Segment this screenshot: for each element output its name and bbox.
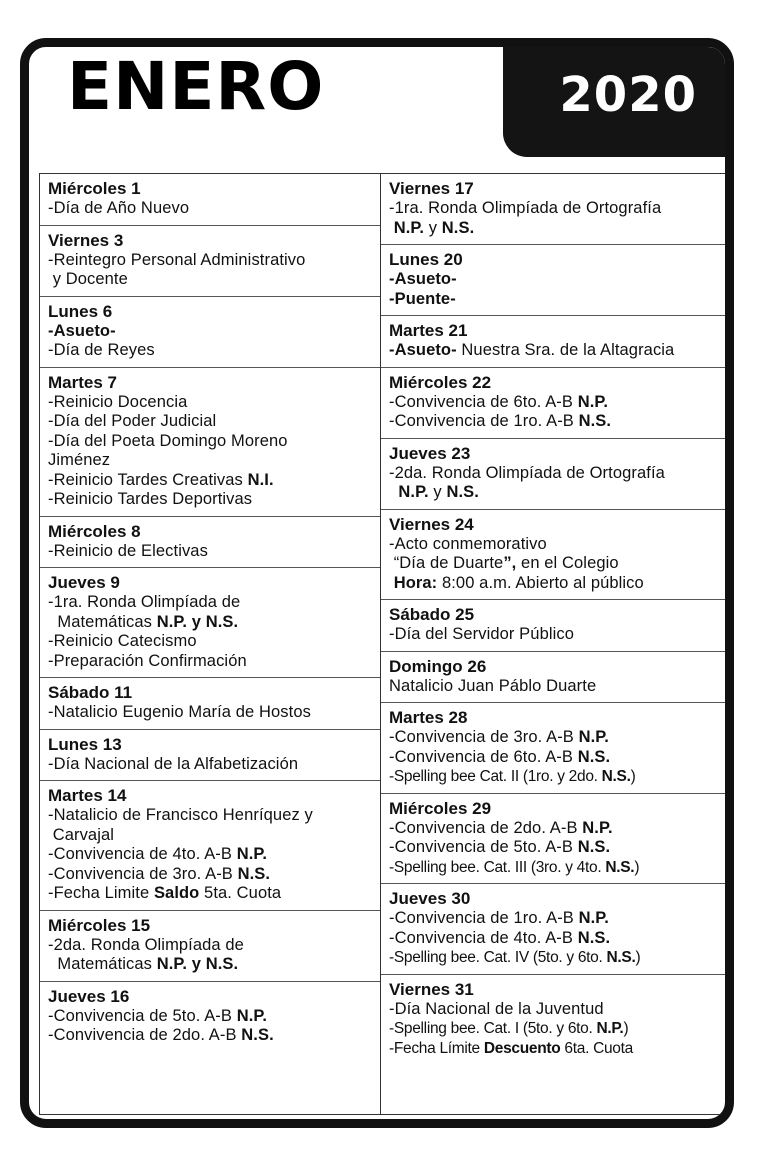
event-line — [48, 1007, 372, 1027]
event-text: ) — [630, 768, 636, 785]
entry-date: Domingo 26 — [389, 656, 487, 676]
year-label: 2020 — [559, 67, 697, 123]
event-text: -Día de Año Nuevo — [48, 199, 190, 217]
event-text: -Reinicio Docencia — [48, 392, 188, 411]
event-line — [48, 542, 372, 562]
event-text: -Convivencia de 3ro. A-B — [48, 864, 238, 883]
right-column — [381, 174, 726, 1114]
entry-date: Sábado 25 — [389, 605, 475, 624]
event-text-bold: N.P. — [578, 728, 609, 746]
event-text: -Convivencia de 1ro. A-B — [389, 909, 579, 927]
event-text: -Convivencia de 6to. A-B — [389, 392, 578, 411]
event-line — [48, 884, 372, 904]
event-text-bold: N.I. — [247, 470, 274, 489]
entry-date: Martes 28 — [389, 708, 468, 727]
calendar-entry — [381, 975, 726, 1115]
calendar-entry — [381, 316, 726, 368]
event-line — [48, 613, 372, 633]
calendar-entry — [381, 245, 726, 316]
event-text: -Convivencia de 6to. A-B — [389, 747, 578, 766]
event-line — [389, 625, 718, 645]
event-line — [48, 432, 372, 452]
events-grid — [39, 173, 727, 1115]
calendar-entry — [381, 368, 726, 439]
calendar-entry — [40, 226, 380, 297]
event-line — [48, 251, 372, 271]
event-text-bold: N.P. — [236, 1006, 268, 1025]
entry-date: Miércoles 1 — [48, 179, 141, 198]
calendar-entry — [40, 730, 380, 782]
event-text — [389, 483, 398, 501]
entry-date: Martes 21 — [389, 321, 468, 340]
event-line — [389, 1039, 718, 1059]
event-text-bold: N.S. — [577, 747, 611, 766]
calendar-entry — [40, 911, 380, 982]
calendar-entry — [381, 884, 726, 975]
event-text-bold: -Asueto- — [389, 270, 457, 288]
event-text: ) — [634, 858, 640, 876]
event-text-bold: N.P. — [577, 392, 609, 411]
event-text: -1ra. Ronda Olimpíada de Ortografía — [389, 199, 662, 217]
event-line — [389, 554, 718, 574]
event-line — [48, 341, 372, 361]
entry-date: Miércoles 22 — [389, 372, 492, 392]
calendar-entry — [40, 297, 380, 368]
month-title: ENERO — [67, 48, 325, 125]
calendar-entry — [40, 517, 380, 569]
event-text: -Acto conmemorativo — [389, 534, 547, 553]
entry-date: Miércoles 29 — [389, 798, 492, 818]
event-text: -Fecha Límite — [389, 1039, 484, 1057]
event-line — [48, 865, 372, 885]
event-text: Matemáticas — [48, 955, 157, 973]
event-line — [389, 929, 718, 949]
calendar-entry — [40, 368, 380, 517]
event-line — [48, 471, 372, 491]
event-text: -Reintegro Personal Administrativo — [48, 250, 306, 269]
event-text: -Fecha Limite — [48, 884, 154, 902]
calendar-entry — [381, 510, 726, 601]
event-line — [48, 826, 372, 846]
event-line — [48, 412, 372, 432]
event-text: -Convivencia de 2do. A-B — [48, 1026, 242, 1044]
event-text: -Convivencia de 4to. A-B — [389, 928, 578, 947]
event-text: -Convivencia de 1ro. A-B — [389, 412, 579, 430]
event-text: y — [424, 218, 442, 237]
event-line — [389, 464, 718, 484]
event-text-bold: -Puente- — [389, 289, 456, 308]
event-text-bold: N.P. — [393, 218, 425, 237]
event-text: -Día de Reyes — [48, 341, 155, 359]
event-text-bold: Hora: — [393, 573, 438, 592]
entry-date: Martes 7 — [48, 372, 117, 392]
event-text: ) — [635, 949, 641, 966]
event-line — [389, 1019, 718, 1039]
calendar-frame — [20, 38, 734, 1128]
event-line — [48, 490, 372, 510]
event-text: -Natalicio Eugenio María de Hostos — [48, 703, 311, 721]
event-text: -Convivencia de 3ro. A-B — [389, 728, 579, 746]
calendar-entry — [381, 794, 726, 885]
calendar-entry — [40, 781, 380, 911]
event-text-bold: N.S. — [577, 838, 611, 856]
event-line — [389, 535, 718, 555]
event-text: -Día Nacional de la Alfabetización — [48, 754, 299, 773]
event-text: Matemáticas — [48, 612, 157, 631]
entry-date: Jueves 16 — [48, 986, 130, 1006]
event-line — [389, 819, 718, 839]
event-text: -Día del Poder Judicial — [48, 412, 217, 430]
event-line — [389, 219, 718, 239]
event-text-bold: ”, — [503, 554, 517, 572]
event-text: “Día de Duarte — [389, 554, 504, 572]
entry-date: Lunes 6 — [48, 301, 113, 321]
event-text-bold: N.S. — [241, 1026, 274, 1044]
event-line — [389, 677, 718, 697]
event-text: 8:00 a.m. Abierto al público — [437, 573, 644, 592]
event-text: -Preparación Confirmación — [48, 651, 247, 670]
event-text-bold: N.S. — [446, 483, 479, 501]
event-text: ) — [623, 1020, 629, 1037]
calendar-entry — [381, 703, 726, 794]
event-text: -Reinicio Tardes Deportivas — [48, 490, 253, 508]
entry-date: Jueves 30 — [389, 889, 471, 908]
event-text: -Convivencia de 4to. A-B — [48, 845, 237, 863]
calendar-entry — [40, 982, 380, 1115]
event-line — [48, 593, 372, 613]
entry-date: Lunes 20 — [389, 250, 463, 269]
event-line — [389, 341, 718, 361]
event-line — [389, 948, 718, 968]
event-text: Carvajal — [48, 825, 115, 844]
event-line — [389, 412, 718, 432]
event-line — [389, 483, 718, 503]
event-line — [389, 728, 718, 748]
event-line — [389, 767, 718, 787]
event-text: -Reinicio Catecismo — [48, 632, 197, 650]
entry-date: Sábado 11 — [48, 683, 133, 702]
event-text: -Spelling bee. Cat. IV (5to. y 6to. — [389, 949, 607, 966]
entry-date: Viernes 31 — [389, 979, 474, 999]
event-text: -Día Nacional de la Juventud — [389, 999, 604, 1018]
left-column — [40, 174, 381, 1114]
event-line — [48, 632, 372, 652]
event-text-bold: N.S. — [577, 928, 611, 947]
event-text: -Spelling bee. Cat. I (5to. y 6to. — [389, 1020, 597, 1037]
event-text: -1ra. Ronda Olimpíada de — [48, 593, 241, 611]
event-line — [48, 322, 372, 342]
event-line — [48, 199, 372, 219]
event-text-bold: Descuento — [483, 1039, 561, 1057]
year-tab — [503, 45, 727, 157]
event-text: -Día del Servidor Público — [389, 625, 574, 643]
entry-date: Lunes 13 — [48, 734, 122, 754]
event-text: -Spelling bee Cat. II (1ro. y 2do. — [389, 768, 602, 785]
event-text: -Reinicio Tardes Creativas — [48, 470, 248, 489]
event-line — [48, 393, 372, 413]
event-line — [48, 270, 372, 290]
event-text: en el Colegio — [516, 554, 619, 572]
entry-date: Viernes 17 — [389, 179, 474, 198]
entry-date: Martes 14 — [48, 786, 127, 805]
entry-date: Miércoles 8 — [48, 521, 141, 541]
event-text: -2da. Ronda Olimpíada de Ortografía — [389, 463, 665, 482]
event-text-bold: N.S. — [606, 949, 636, 966]
event-text: 5ta. Cuota — [199, 884, 282, 902]
event-line — [389, 574, 718, 594]
event-line — [389, 748, 718, 768]
calendar-entry — [40, 678, 380, 730]
event-line — [389, 838, 718, 858]
event-text: -2da. Ronda Olimpíada de — [48, 935, 244, 954]
entry-date: Jueves 23 — [389, 443, 471, 463]
event-line — [389, 1000, 718, 1020]
event-text: y — [428, 483, 447, 501]
event-text: Jiménez — [48, 451, 111, 469]
event-text-bold: N.P. y N.S. — [156, 955, 239, 973]
event-line — [48, 755, 372, 775]
event-text-bold: N.P. — [236, 845, 268, 863]
event-text-bold: N.S. — [578, 412, 612, 430]
event-line — [389, 858, 718, 878]
event-line — [389, 909, 718, 929]
calendar-entry — [381, 652, 726, 704]
event-line — [389, 393, 718, 413]
event-line — [48, 936, 372, 956]
event-text: -Convivencia de 5to. A-B — [389, 838, 578, 856]
calendar-entry — [381, 439, 726, 510]
entry-date: Miércoles 15 — [48, 915, 151, 935]
event-line — [48, 1026, 372, 1046]
event-line — [48, 845, 372, 865]
event-line — [389, 199, 718, 219]
event-line — [48, 955, 372, 975]
event-text-bold: N.P. y N.S. — [156, 612, 239, 631]
event-text: 6ta. Cuota — [560, 1039, 633, 1057]
calendar-entry — [40, 568, 380, 678]
calendar-entry — [381, 600, 726, 652]
calendar-entry — [381, 174, 726, 245]
event-text: -Convivencia de 2do. A-B — [389, 818, 583, 837]
event-text: -Natalicio de Francisco Henríquez y — [48, 806, 313, 824]
event-text: -Reinicio de Electivas — [48, 541, 208, 560]
event-line — [48, 703, 372, 723]
entry-date: Jueves 9 — [48, 573, 120, 592]
event-text-bold: N.P. — [582, 818, 613, 837]
event-text-bold: N.P. — [596, 1020, 624, 1037]
event-text: Nuestra Sra. de la Altagracia — [456, 341, 675, 359]
event-text: Natalicio Juan Páblo Duarte — [389, 676, 597, 695]
entry-date: Viernes 24 — [389, 514, 474, 534]
event-text-bold: -Asueto- — [389, 341, 457, 359]
event-text-bold: N.P. — [398, 483, 429, 501]
event-line — [48, 652, 372, 672]
event-text-bold: -Asueto- — [48, 321, 116, 340]
event-text: -Día del Poeta Domingo Moreno — [48, 431, 288, 450]
event-text-bold: N.S. — [237, 864, 271, 883]
event-text: -Spelling bee. Cat. III (3ro. y 4to. — [389, 858, 606, 876]
event-text-bold: N.P. — [578, 909, 609, 927]
event-text: y Docente — [48, 270, 128, 288]
event-line — [48, 806, 372, 826]
event-line — [389, 290, 718, 310]
event-text-bold: N.S. — [441, 218, 475, 237]
event-text-bold: N.S. — [605, 858, 635, 876]
event-text: -Convivencia de 5to. A-B — [48, 1006, 237, 1025]
event-text-bold: Saldo — [153, 884, 200, 902]
calendar-entry — [40, 174, 380, 226]
event-line — [389, 270, 718, 290]
event-text-bold: N.S. — [601, 768, 631, 785]
entry-date: Viernes 3 — [48, 230, 124, 250]
event-line — [48, 451, 372, 471]
